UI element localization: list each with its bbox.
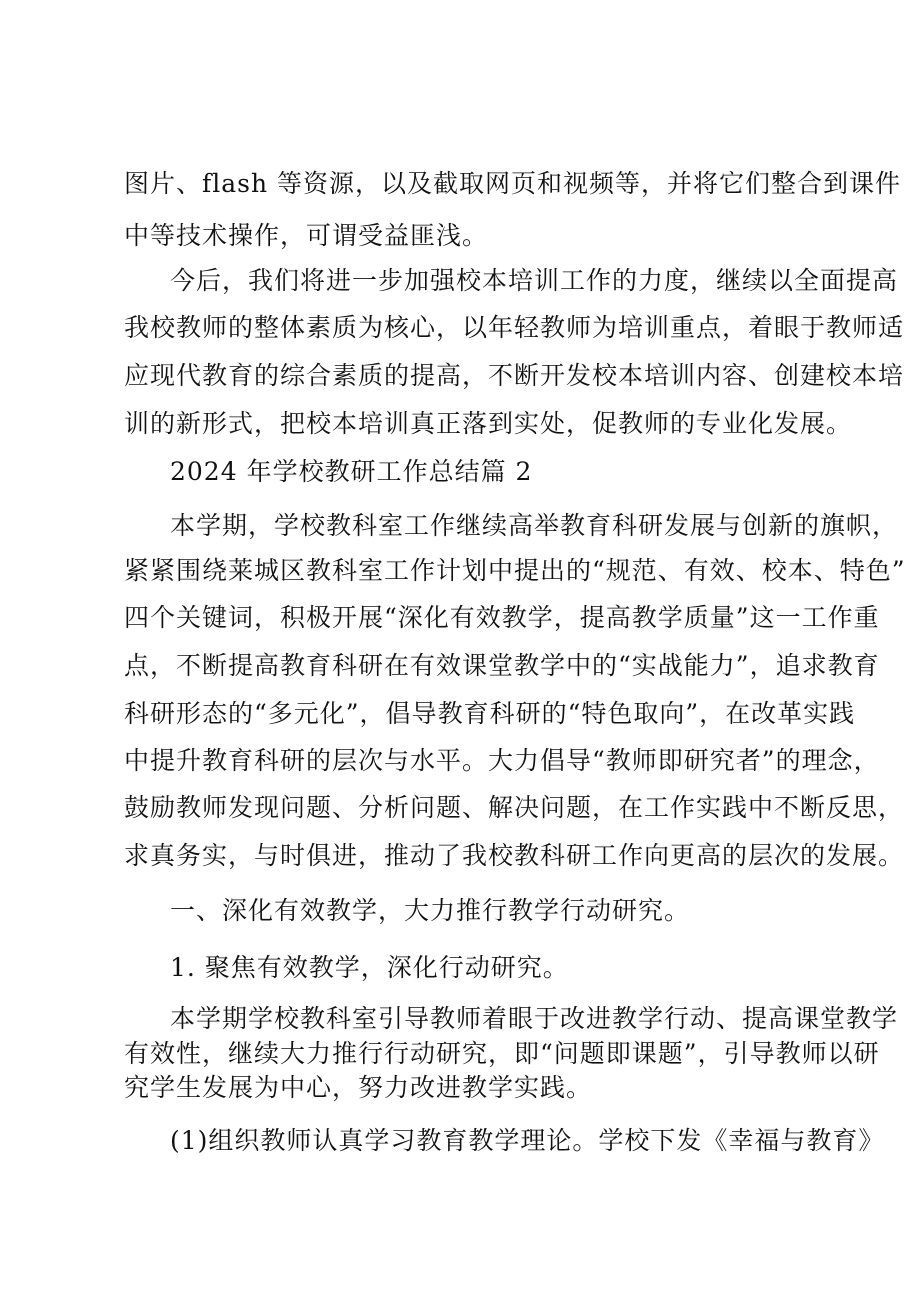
subheading: 一、深化有效教学，大力推行教学行动研究。 (170, 896, 691, 925)
paragraph-line: 究学生发展为中心，努力改进教学实践。 (124, 1073, 593, 1102)
paragraph-line: 有效性，继续大力推行行动研究，即“问题即课题”，引导教师以研 (124, 1039, 880, 1068)
paragraph-line: 中提升教育科研的层次与水平。大力倡导“教师即研究者”的理念， (124, 746, 880, 775)
paragraph-line: 应现代教育的综合素质的提高，不断开发校本培训内容、创建校本培 (124, 361, 905, 390)
paragraph-line: 中等技术操作，可谓受益匪浅。 (124, 221, 489, 250)
paragraph-line: 科研形态的“多元化”，倡导教育科研的“特色取向”，在改革实践 (124, 699, 856, 728)
paragraph-line: (1)组织教师认真学习教育教学理论。学校下发《幸福与教育》 (170, 1126, 885, 1155)
paragraph-line: 今后，我们将进一步加强校本培训工作的力度，继续以全面提高 (170, 266, 899, 295)
paragraph-line: 点，不断提高教育科研在有效课堂教学中的“实战能力”，追求教育 (124, 651, 880, 680)
paragraph-line: 我校教师的整体素质为核心，以年轻教师为培训重点，着眼于教师适 (124, 313, 905, 342)
paragraph-line: 紧紧围绕莱城区教科室工作计划中提出的“规范、有效、校本、特色” (124, 556, 906, 585)
paragraph-line: 训的新形式，把校本培训真正落到实处，促教师的专业化发展。 (124, 409, 853, 438)
paragraph-line: 本学期，学校教科室工作继续高举教育科研发展与创新的旗帜， (170, 511, 899, 540)
paragraph-line: 四个关键词，积极开展“深化有效教学，提高教学质量”这一工作重 (124, 603, 880, 632)
paragraph-line: 求真务实，与时俱进，推动了我校教科研工作向更高的层次的发展。 (124, 841, 905, 870)
section-title: 2024 年学校教研工作总结篇 2 (170, 457, 533, 486)
paragraph-line: 图片、flash 等资源，以及截取网页和视频等，并将它们整合到课件 (124, 169, 902, 198)
paragraph-line: 本学期学校教科室引导教师着眼于改进教学行动、提高课堂教学 (170, 1004, 899, 1033)
paragraph-line: 鼓励教师发现问题、分析问题、解决问题，在工作实践中不断反思， (124, 793, 905, 822)
subheading: 1. 聚焦有效教学，深化行动研究。 (170, 953, 569, 982)
